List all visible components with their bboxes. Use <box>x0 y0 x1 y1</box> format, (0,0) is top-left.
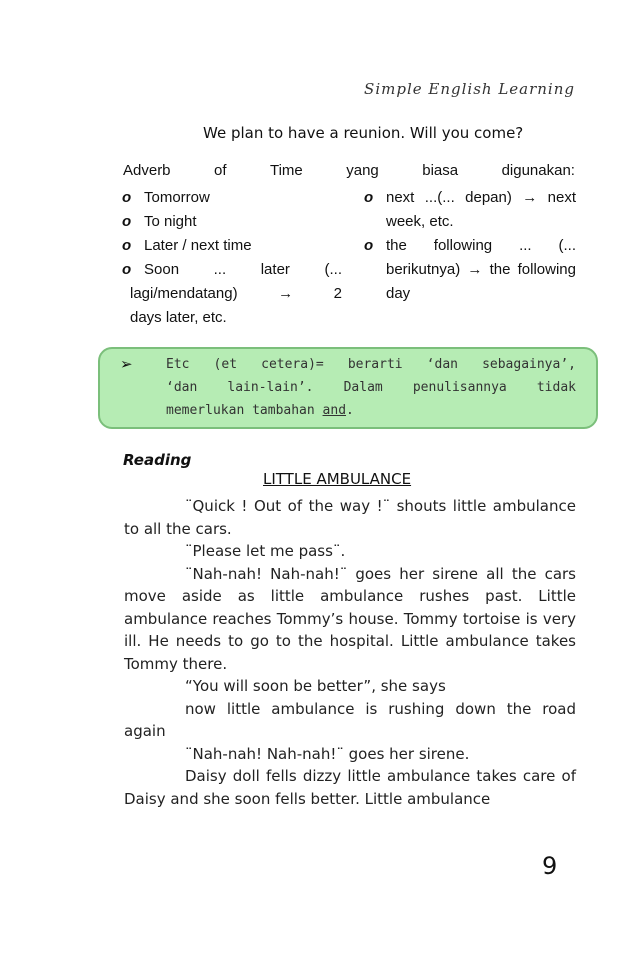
note-box <box>98 347 598 429</box>
circle-bullet-icon: o <box>364 237 374 254</box>
running-header: Simple English Learning <box>364 80 575 98</box>
item-text: lagi/mendatang) → 2 <box>130 285 342 302</box>
story-paragraph: ¨Quick ! Out of the way !¨ shouts little ambulance to all the cars. <box>124 497 576 538</box>
story-paragraph: ¨Please let me pass¨. <box>185 542 346 560</box>
adverb-list-right <box>364 186 576 306</box>
note-text <box>166 353 576 422</box>
note-line: Etc (et cetera)= berarti ‘dan sebagainya’, <box>166 357 576 372</box>
story-paragraph: “You will soon be better”, she says <box>185 677 446 695</box>
item-text: days later, etc. <box>130 309 227 326</box>
item-text: next ...(... depan) → next <box>386 189 576 206</box>
adverb-title-word: yang <box>346 162 379 179</box>
circle-bullet-icon: o <box>122 237 132 254</box>
circle-bullet-icon: o <box>122 213 132 230</box>
item-text: Tomorrow <box>144 189 210 206</box>
note-line-text: memerlukan tambahan <box>166 403 323 418</box>
list-item <box>122 258 342 330</box>
note-line-end: . <box>346 403 354 418</box>
item-text: To night <box>144 213 197 230</box>
adverb-title-word: biasa <box>422 162 459 179</box>
arrow-bullet-icon: ➢ <box>120 356 133 373</box>
item-text: day <box>386 285 411 302</box>
reading-heading: Reading <box>123 451 192 469</box>
adverb-title-word: digunakan: <box>501 162 575 179</box>
circle-bullet-icon: o <box>122 261 132 278</box>
note-line <box>166 399 576 422</box>
story-body <box>124 495 576 810</box>
adverb-title <box>123 162 575 179</box>
item-text: week, etc. <box>386 213 454 230</box>
list-item <box>122 186 342 210</box>
story-paragraph: Daisy doll fells dizzy little ambulance takes care of Daisy and she soon fells better. Little ambulance <box>124 767 576 808</box>
example-sentence: We plan to have a reunion. Will you come? <box>203 124 524 142</box>
story-paragraph: now little ambulance is rushing down the road again <box>124 699 576 740</box>
page-number: 9 <box>542 852 558 880</box>
item-text: berikutnya) → the following <box>386 261 576 278</box>
adverb-title-word: Adverb <box>123 162 171 179</box>
note-emphasis: and <box>322 403 347 418</box>
story-paragraph: ¨Nah-nah! Nah-nah!¨ goes her sirene all the cars move aside as little ambulance rushes past. Little ambulance reaches Tommy’s house. Tommy tortoise is very ill. He needs to go to the hospital. Little ambulance takes Tommy there. <box>124 564 576 673</box>
adverb-title-word: Time <box>269 162 303 179</box>
adverb-list-left <box>122 186 342 330</box>
story-title: LITTLE AMBULANCE <box>263 470 412 488</box>
item-text: Soon ... later (... <box>144 261 342 278</box>
circle-bullet-icon: o <box>122 189 132 206</box>
story-paragraph: ¨Nah-nah! Nah-nah!¨ goes her sirene. <box>185 744 470 763</box>
circle-bullet-icon: o <box>364 189 374 206</box>
note-line: ‘dan lain-lain’. Dalam penulisannya tidak <box>166 380 576 395</box>
adverb-title-word: of <box>214 162 227 179</box>
list-item <box>364 186 576 234</box>
item-text: the following ... (... <box>386 237 576 254</box>
list-item <box>364 234 576 306</box>
list-item <box>122 210 342 234</box>
item-text: Later / next time <box>144 237 252 254</box>
list-item <box>122 234 342 258</box>
